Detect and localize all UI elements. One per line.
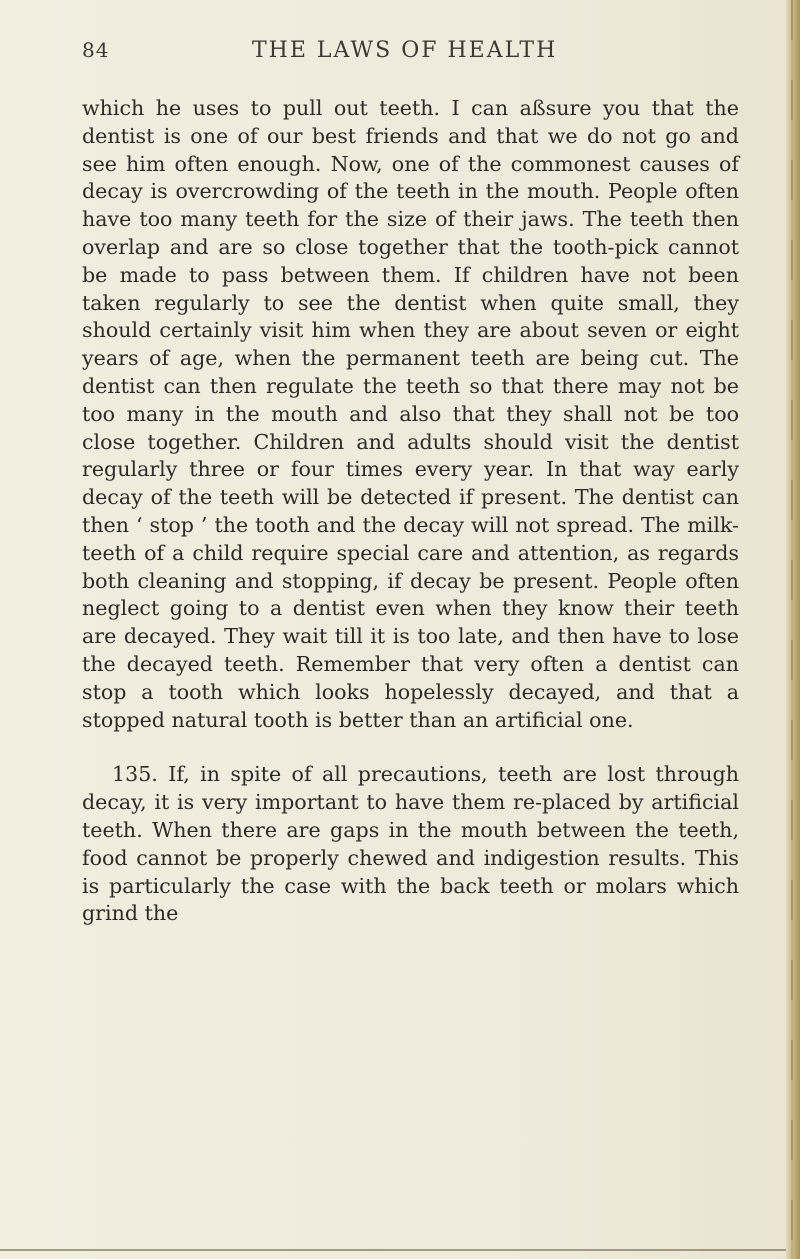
running-title: THE LAWS OF HEALTH [252, 38, 558, 63]
page-text [82, 95, 739, 928]
page-edge [786, 0, 800, 1259]
paragraph-text: If, in spite of all precautions, teeth are lost through decay, it is very important to have them re-placed by artificial teeth. When there are gaps in the mouth between the teeth, food cannot be properly chewed and indigestion results. This is particularly the case with the back teeth or molars which grind the [82, 762, 739, 926]
bottom-edge-line [0, 1249, 786, 1251]
paragraph-number: 135. [112, 762, 158, 787]
page-number: 84 [82, 38, 110, 62]
paragraph-continued: which he uses to pull out teeth. I can aßsure you that the dentist is one of our best friends and that we do not go and see him often enough. Now, one of the commonest causes of decay is overcrowding of the teeth in the mouth. People often have too many teeth for the size of their jaws. The teeth then overlap and are so close together that the tooth-pick cannot be made to pass between them. If children have not been taken regularly to see the dentist when quite small, they should certainly visit him when they are about seven or eight years of age, when the permanent teeth are being cut. The dentist can then regulate the teeth so that there may not be too many in the mouth and also that they shall not be too close together. Children and adults should visit the dentist regularly three or four times every year. In that way early decay of the teeth will be detected if present. The dentist can then ‘ stop ’ the tooth and the decay will not spread. The milk-teeth of a child require special care and attention, as regards both cleaning and stopping, if decay be present. People often neglect going to a dentist even when they know their teeth are decayed. They wait till it is too late, and then have to lose the decayed teeth. Remember that very often a dentist can stop a tooth which looks hopelessly decayed, and that a stopped natural tooth is better than an artificial one. [82, 96, 739, 732]
page-header [82, 38, 732, 82]
paragraph-135 [82, 761, 739, 928]
